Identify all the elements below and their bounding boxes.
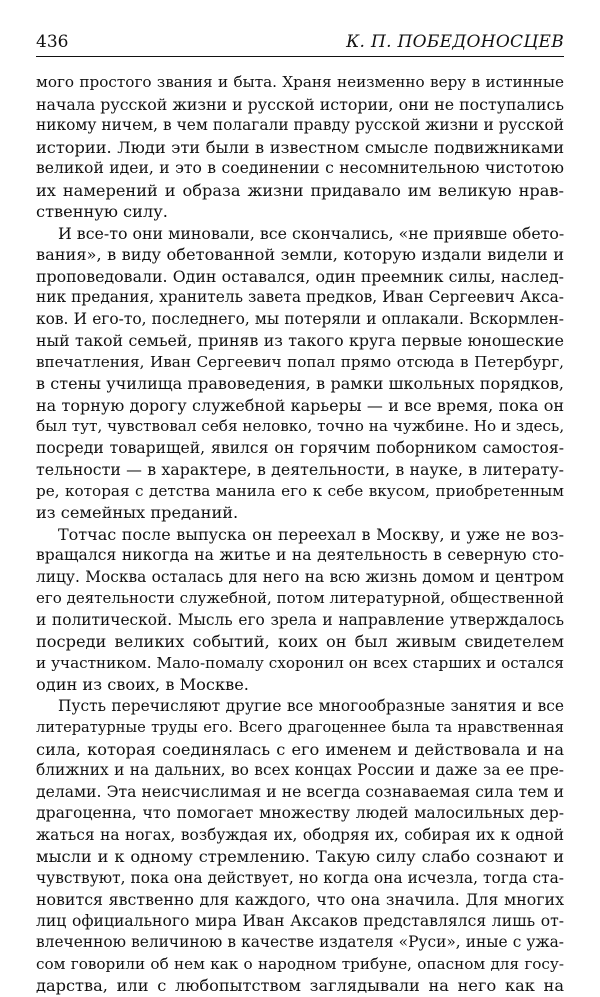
text-line: проповедовали. Один оставался, один преемник силы, наслед- — [36, 266, 564, 286]
text-line: Пусть перечисляют другие все многообразные занятия и все — [58, 696, 564, 715]
text-line: Тотчас после выпуска он переехал в Москву, и уже не воз- — [58, 524, 564, 544]
text-line: новится явственно для каждого, что она значила. Для многих — [36, 890, 564, 909]
text-line: делами. Эта неисчислимая и не всегда сознаваемая сила тем и — [36, 782, 564, 801]
text-line: на торную дорогу служебной карьеры — и все время, пока он — [36, 395, 564, 415]
text-line: посреди товарищей, явился он горячим поборником самостоя- — [36, 438, 564, 457]
text-line: мысли и к одному стремлению. Такую силу слабо сознают и — [36, 847, 564, 866]
text-line: жаться на ногах, возбуждая их, ободряя их, собирая их к одной — [36, 825, 564, 844]
page-number: 436 — [36, 32, 69, 52]
text-line: его деятельности служебной, потом литературной, общественной — [36, 589, 564, 607]
text-line: из семейных преданий. — [36, 503, 239, 522]
text-line: ре, которая с детства манила его к себе вкусом, приобретенным — [36, 481, 564, 500]
text-line: начала русской жизни и русской истории, они не поступались — [36, 94, 564, 114]
text-line: литературные труды его. Всего драгоценнее была та нравственная — [36, 719, 564, 736]
header-rule — [36, 56, 564, 57]
book-page — [36, 30, 564, 997]
text-line: чувствуют, пока она действует, но когда она исчезла, тогда ста- — [36, 868, 564, 887]
text-line: вания», в виду обетованной земли, которую издали видели и — [36, 245, 564, 264]
text-line: сила, которая соединялась с его именем и действовала и на — [36, 739, 564, 759]
text-line: дарства, или с любопытством заглядывали на него как на — [36, 976, 564, 995]
text-line: вращался никогда на житье и на деятельность в северную сто- — [36, 546, 564, 564]
text-line: тельности — в характере, в деятельности, в науке, в литерату- — [36, 460, 564, 479]
text-line: никому ничем, в чем полагали правду русской жизни и русской — [36, 116, 564, 134]
text-line: посреди великих событий, коих он был живым свидетелем — [36, 632, 564, 651]
text-line: ник предания, хранитель завета предков, Иван Сергеевич Акса- — [36, 288, 564, 306]
text-line: влеченною величиною в качестве издателя «Руси», иные с ужа- — [36, 933, 564, 951]
text-line: ближних и на дальних, во всех концах России и даже за ее пре- — [36, 761, 564, 779]
running-title: К. П. ПОБЕДОНОСЦЕВ — [346, 32, 564, 52]
text-line: и политической. Мысль его зрела и направление утверждалось — [36, 610, 564, 629]
text-line: ственную силу. — [36, 202, 168, 221]
body-text — [36, 72, 564, 997]
text-line: впечатления, Иван Сергеевич попал прямо отсюда в Петербург, — [36, 352, 564, 371]
text-line: И все-то они миновали, все скончались, «не приявше обето- — [58, 223, 564, 243]
text-line: ков. И его-то, последнего, мы потеряли и оплакали. Вскормлен- — [36, 309, 564, 328]
text-line: мого простого звания и быта. Храня неизменно веру в истинные — [36, 73, 564, 91]
text-line: их намерений и образа жизни придавало им великую нрав- — [36, 180, 564, 200]
text-line: был тут, чувствовал себя неловко, точно на чужбине. Но и здесь, — [36, 417, 564, 435]
text-line: лицу. Москва осталась для него на всю жизнь домом и центром — [36, 567, 564, 586]
text-line: великой идеи, и это в соединении с несомнительною чистотою — [36, 159, 564, 177]
text-line: истории. Люди эти были в известном смысле подвижниками — [36, 137, 564, 157]
text-line: один из своих, в Москве. — [36, 675, 249, 694]
text-line: лиц официального мира Иван Аксаков представлялся лишь от- — [36, 911, 564, 930]
text-line: и участником. Мало-помалу схоронил он всех старших и остался — [36, 653, 564, 672]
text-line: сом говорили об нем как о народном трибуне, опасном для госу- — [36, 954, 564, 973]
running-header — [36, 30, 564, 54]
text-line: ный такой семьей, приняв из такого круга первые юношеские — [36, 331, 564, 350]
text-line: драгоценна, что помогает множеству людей малосильных дер- — [36, 804, 564, 822]
text-line: в стены училища правоведения, в рамки школьных порядков, — [36, 374, 564, 393]
